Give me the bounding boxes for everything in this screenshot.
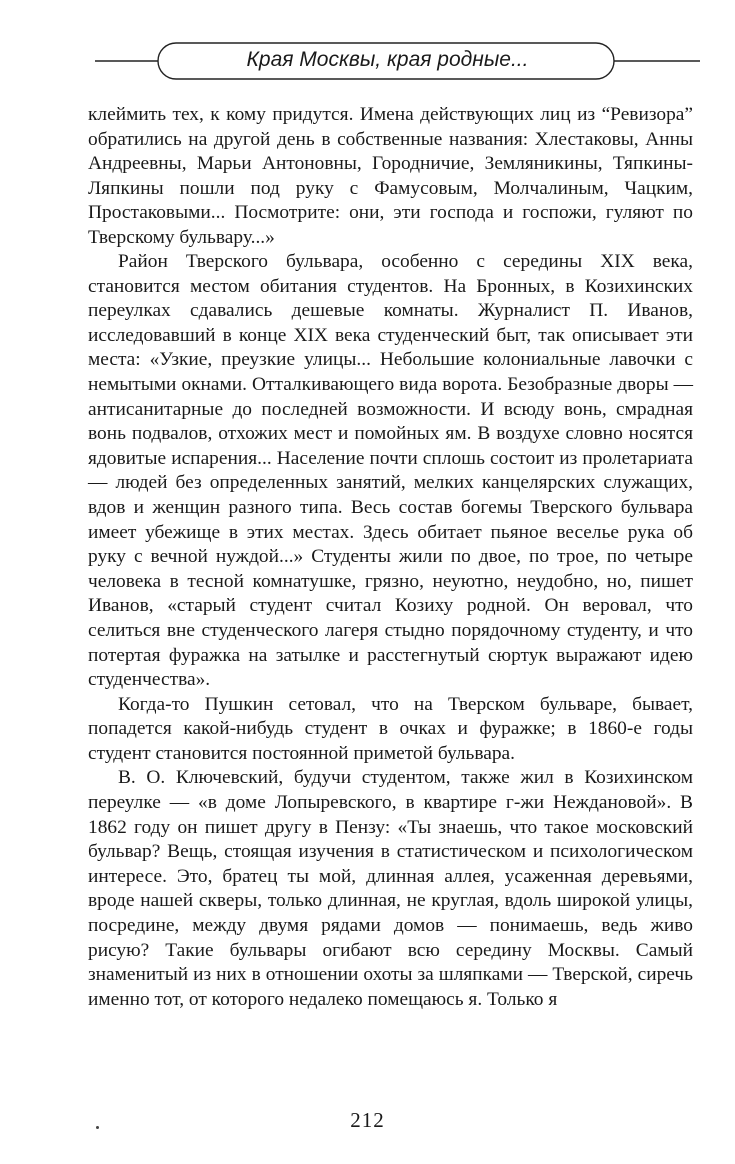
main-text	[88, 250, 693, 1012]
page-number: 212	[350, 1108, 385, 1132]
quote-continuation	[88, 103, 693, 251]
paragraph-1: клеймить тех, к кому придутся. Имена действующих лиц из “Ревизора” обратились на другой день в собственные названия: Хлестаковы, Анны Андреевны, Марьи Антоновны, Городничие, Земляникины, Тяпкины-Ляпкины пошли под руку с Фамусовым, Молчалиным, Чацким, Простаковыми... Посмотрите: они, эти господа и госпожи, гуляют по Тверскому бульвару...»	[88, 104, 693, 248]
paragraph-4: В. О. Ключевский, будучи студентом, также жил в Козихинском переулке — «в доме Лопыревского, в квартире г-жи Неждановой». В 1862 году он пишет другу в Пензу: «Ты знаешь, что такое московский бульвар? Вещь, стоящая изучения в статистическом и психологическом интересе. Это, братец ты мой, длинная аллея, усаженная деревьями, вроде нашей скверы, только длинная, не круглая, вдоль широкой улицы, посредине, между двумя рядами домов — понимаешь, ведь живо рисую? Такие бульвары огибают всю середину Москвы. Самый знаменитый из них в отношении охоты за шляпками — Тверской, сиречь именно тот, от которого недалеко помещаюсь я. Только я	[88, 767, 693, 1010]
paragraph-2: Район Тверского бульвара, особенно с середины XIX века, становится местом обитания студентов. На Бронных, в Козихинских переулках сдавались дешевые комнаты. Журналист П. Иванов, исследовавший в конце XIX века студенческий быт, так описывает эти места: «Узкие, преузкие улицы... Небольшие колониальные лавочки с немытыми окнами. Отталкивающего вида ворота. Безобразные дворы — антисанитарные до последней возможности. И всюду вонь, смрадная вонь подвалов, отхожих мест и помойных ям. В воздухе словно носятся ядовитые испарения... Население почти сплошь состоит из пролетариата — людей без определенных занятий, мелких канцелярских служащих, вдов и женщин разного типа. Весь состав богемы Тверского бульвара имеет убежище в этих местах. Здесь обитает пьяное веселье рука об руку с вечной нуждой...» Студенты жили по двое, по трое, по четыре человека в тесной комнатушке, грязно, неуютно, неудобно, но, пишет Иванов, «старый студент считал Козиху родной. Он веровал, что селиться вне студенческого лагеря стыдно порядочному студенту, и что потертая фуражка на затылке и расстегнутый сюртук выражают идею студенчества».	[88, 251, 693, 691]
running-header-title: Края Москвы, края родные...	[246, 48, 529, 71]
paragraph-3: Когда-то Пушкин сетовал, что на Тверском бульваре, бывает, попадется какой-нибудь студент в очках и фуражке; в 1860-е годы студент становится постоянной приметой бульвара.	[88, 693, 693, 764]
running-header	[0, 0, 735, 95]
